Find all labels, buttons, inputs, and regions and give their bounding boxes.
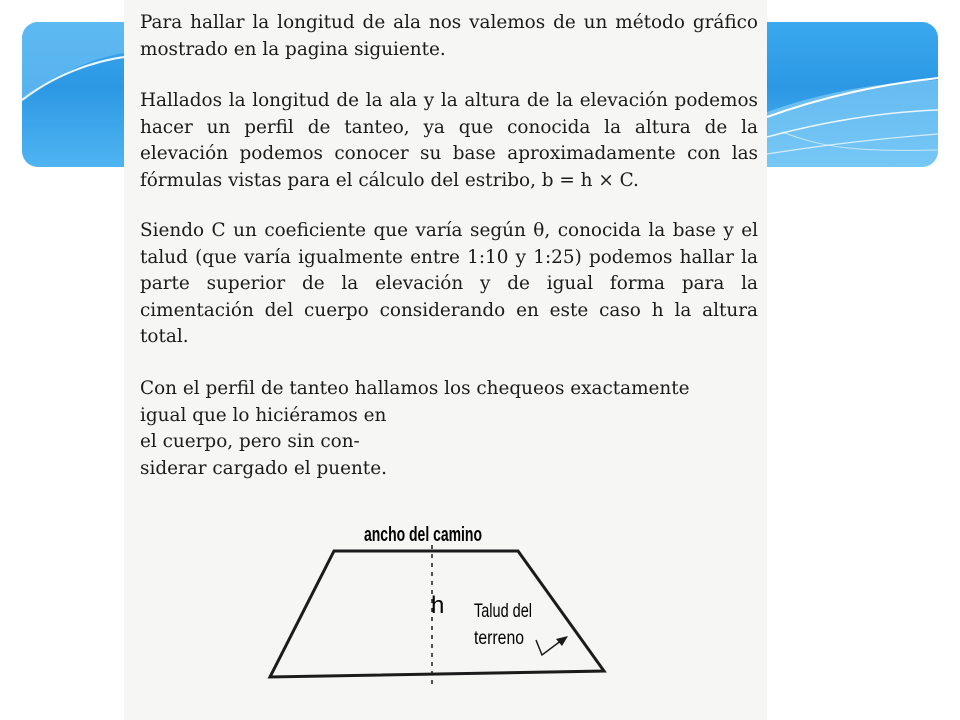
scanned-page bbox=[124, 0, 767, 720]
paragraph-3: Siendo C un coeficiente que varía según θ, conocida la base y el talud (que varía igualmente entre 1:10 y 1:25) podemos hallar la parte superior de la elevación y de igual forma para la cimentación del cuerpo considerando en este caso h la altura total. bbox=[140, 220, 758, 347]
paragraph-4-line-3: el cuerpo, pero sin con- bbox=[140, 431, 360, 452]
paragraph-4 bbox=[140, 376, 758, 482]
paragraph-1: Para hallar la longitud de ala nos valemos de un método gráfico mostrado en la pagina siguiente. bbox=[140, 12, 758, 60]
paragraph-4-line-2: igual que lo hiciéramos en bbox=[140, 404, 387, 426]
paragraph-2: Hallados la longitud de la ala y la altura de la elevación podemos hacer un perfil de tanteo, ya que conocida la altura de la elevación podemos conocer su base aproximadamente con las fórmulas vistas para el cálculo del estribo, b = h × C. bbox=[140, 90, 758, 191]
top-width-label: ancho del camino bbox=[364, 524, 482, 546]
trapezoid-profile-diagram bbox=[124, 500, 767, 700]
paragraph-4-line-4: siderar cargado el puente. bbox=[140, 457, 387, 479]
slope-label-line-2: terreno bbox=[474, 628, 524, 649]
paragraph-4-line-1: Con el perfil de tanteo hallamos los chequeos exactamente bbox=[140, 378, 690, 399]
slope-label-line-1: Talud del bbox=[474, 601, 532, 622]
height-label: h bbox=[431, 592, 445, 619]
slope-arrow-icon bbox=[536, 636, 568, 655]
